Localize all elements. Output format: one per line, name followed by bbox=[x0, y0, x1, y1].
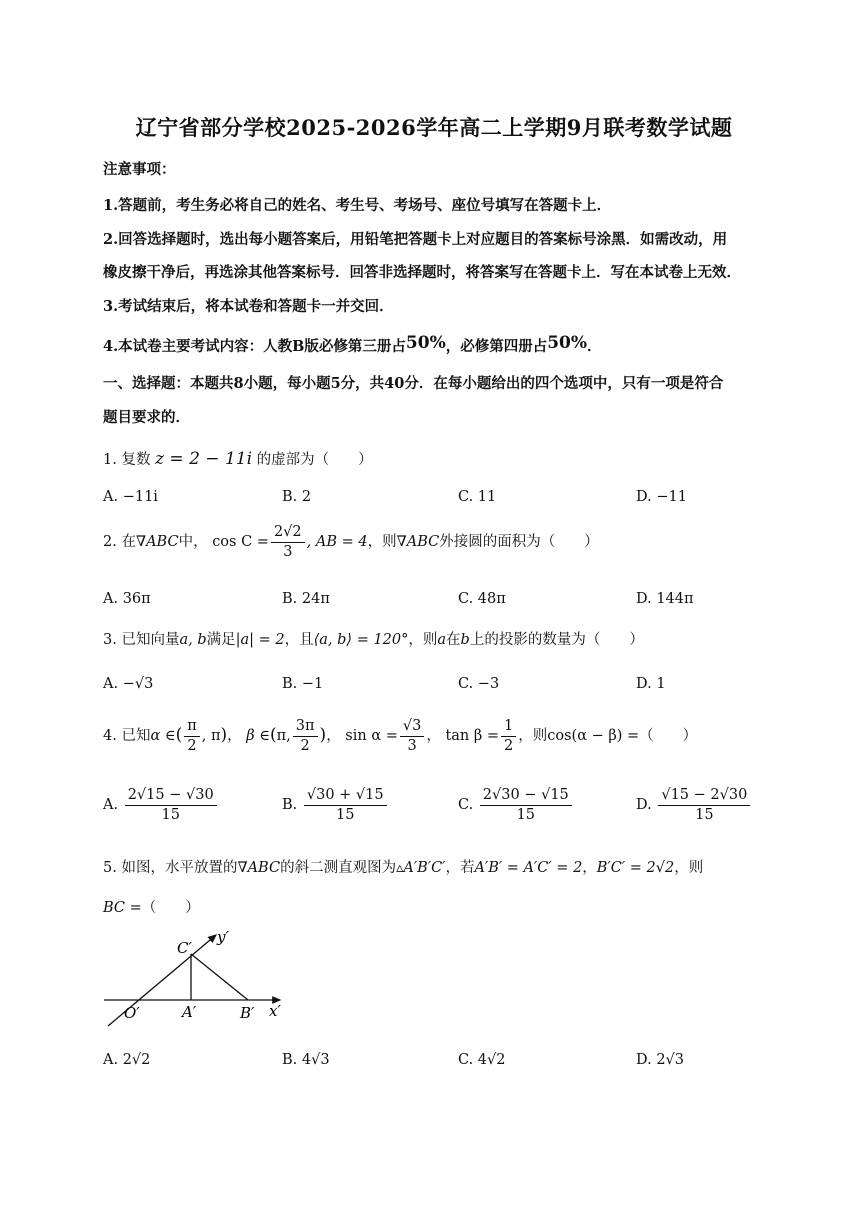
q4-beta-den: 2 bbox=[300, 737, 310, 754]
q4-prefix: 4. 已知 bbox=[103, 728, 151, 745]
q4-then: ，则 bbox=[518, 728, 548, 745]
q4-option-a-num: 2√15 − √30 bbox=[125, 787, 217, 806]
q4-alpha-rest: , π bbox=[201, 728, 221, 745]
q4-alpha-den: 2 bbox=[187, 737, 197, 754]
q5-line-2-suffix: （ ） bbox=[141, 900, 200, 916]
q3-option-b[interactable]: B. −1 bbox=[282, 676, 324, 692]
q2-triangle-2: ABC bbox=[406, 534, 440, 551]
q3-mid-2: ，且 bbox=[284, 632, 314, 648]
label-c-prime: C′ bbox=[177, 939, 192, 957]
q5-mid-1: 的斜二测直观图为 bbox=[280, 860, 397, 876]
q5-intuitive-triangle: ▵A′B′C′ bbox=[396, 860, 446, 876]
q5-equation-2: B′C′ = 2√2 bbox=[596, 860, 675, 876]
notice-heading: 注意事项： bbox=[103, 161, 176, 178]
q2-fraction-numerator: 2√2 bbox=[271, 524, 305, 543]
question-2 bbox=[103, 524, 599, 560]
question-1 bbox=[103, 448, 373, 469]
q4-alpha-in: α ∈ bbox=[150, 728, 176, 745]
q4-alpha-num: π bbox=[184, 718, 200, 737]
q4-option-a-label: A. bbox=[103, 797, 119, 814]
q3-norm: |a| = 2 bbox=[235, 632, 285, 648]
label-x-prime: x′ bbox=[269, 1002, 281, 1020]
q3-vectors: a, b bbox=[179, 632, 207, 648]
q5-prefix: 5. 如图，水平放置的∇ bbox=[103, 860, 248, 876]
q2-triangle: ABC bbox=[146, 534, 179, 551]
label-b-prime: B′ bbox=[240, 1004, 255, 1022]
q1-option-d[interactable]: D. −11 bbox=[636, 489, 687, 505]
q4-option-d-label: D. bbox=[636, 797, 652, 814]
q4-tan-den: 2 bbox=[504, 737, 514, 754]
q3-vector-a: a bbox=[437, 632, 447, 648]
q4-option-c-den: 15 bbox=[516, 806, 536, 823]
q4-option-b-label: B. bbox=[282, 797, 298, 814]
q4-cos: cos(α − β) = bbox=[547, 728, 640, 745]
q4-option-d-den: 15 bbox=[695, 806, 714, 823]
q3-prefix: 3. 已知向量 bbox=[103, 632, 180, 648]
q2-option-b[interactable]: B. 24π bbox=[282, 591, 330, 607]
q3-mid-3: ，则 bbox=[408, 632, 438, 648]
question-5-line-2 bbox=[103, 896, 200, 917]
q2-ab: , AB = 4 bbox=[306, 534, 368, 551]
q2-option-c[interactable]: C. 48π bbox=[458, 591, 506, 607]
q2-fraction-denominator: 3 bbox=[283, 543, 293, 560]
label-a-prime: A′ bbox=[182, 1003, 197, 1021]
q3-option-c[interactable]: C. −3 bbox=[458, 676, 500, 692]
section-heading-line-1: 一、选择题：本题共8小题，每小题5分，共40分．在每小题给出的四个选项中，只有一项是符合 bbox=[103, 375, 724, 392]
exam-title: 辽宁省部分学校2025-2026学年高二上学期9月联考数学试题 bbox=[135, 115, 733, 140]
notice-item-3: 3.考试结束后，将本试卷和答题卡一并交回． bbox=[103, 298, 394, 315]
q1-suffix: 的虚部为（ ） bbox=[256, 452, 373, 468]
q5-equation-1: A′B′ = A′C′ = 2 bbox=[474, 860, 583, 876]
segment-c-b bbox=[191, 954, 248, 1000]
q3-option-a[interactable]: A. −√3 bbox=[103, 676, 154, 692]
q2-prefix: 2. 在∇ bbox=[103, 534, 147, 551]
q4-beta-num: 3π bbox=[293, 718, 318, 737]
question-4: 4. 已知α ∈( $\frac{\pi}{2}$ , π)， β ∈(π, $\frac{3\pi}{2}$ )， sin α = $\frac{√3}{3}$ ， tan β = $\frac{1}{2}$ ，则cos(α − β) =（ ） bbox=[103, 718, 698, 754]
q5-mid-2: ，若 bbox=[445, 860, 475, 876]
notice-item-4-pct-1: 50% bbox=[405, 333, 446, 353]
q4-sin: sin α = bbox=[345, 728, 398, 745]
q3-vector-b: b bbox=[460, 632, 470, 648]
q2-option-a[interactable]: A. 36π bbox=[103, 591, 151, 607]
label-y-prime: y′ bbox=[217, 928, 229, 946]
q4-suffix: （ ） bbox=[639, 728, 698, 745]
notice-item-1: 1.答题前，考生务必将自己的姓名、考生号、考场号、座位号填写在答题卡上． bbox=[103, 197, 612, 214]
notice-item-4-pct-2: 50% bbox=[547, 333, 588, 353]
q3-angle: ⟨a, b⟩ = 120° bbox=[313, 632, 409, 648]
q4-sin-fraction bbox=[400, 718, 424, 754]
q5-bc: BC = bbox=[103, 900, 142, 916]
q3-suffix: 上的投影的数量为（ ） bbox=[469, 632, 644, 648]
q2-option-d[interactable]: D. 144π bbox=[636, 591, 694, 607]
label-o-prime: O′ bbox=[124, 1004, 140, 1022]
q5-mid-3: ， bbox=[582, 860, 597, 876]
q4-tan-fraction bbox=[501, 718, 516, 754]
q3-mid-4: 在 bbox=[446, 632, 461, 648]
q5-triangle: ABC bbox=[247, 860, 281, 876]
question-3 bbox=[103, 628, 644, 649]
q4-option-b-num: √30 + √15 bbox=[304, 787, 387, 806]
q1-prefix: 1. 复数 bbox=[103, 452, 151, 468]
q4-option-d-num: √15 − 2√30 bbox=[658, 787, 750, 806]
q4-beta-in: β ∈ bbox=[246, 728, 270, 745]
q4-tan-num: 1 bbox=[501, 718, 516, 737]
q4-beta-first: π, bbox=[276, 728, 291, 745]
q5-option-d[interactable]: D. 2√3 bbox=[636, 1052, 685, 1068]
q4-option-d[interactable] bbox=[636, 787, 752, 823]
notice-item-4-text-c: ． bbox=[587, 338, 602, 355]
q4-option-c-num: 2√30 − √15 bbox=[480, 787, 572, 806]
q4-option-a-den: 15 bbox=[161, 806, 180, 823]
q4-beta-fraction bbox=[293, 718, 318, 754]
notice-item-2b: 橡皮擦干净后，再选涂其他答案标号．回答非选择题时，将答案写在答题卡上．写在本试卷上无效． bbox=[103, 264, 741, 281]
q4-option-b-den: 15 bbox=[336, 806, 355, 823]
q2-suffix: 外接圆的面积为（ ） bbox=[439, 534, 599, 551]
q4-sin-num: √3 bbox=[400, 718, 424, 737]
section-heading-line-2: 题目要求的． bbox=[103, 409, 190, 426]
q2-cos: cos C = bbox=[212, 534, 269, 551]
q5-option-c[interactable]: C. 4√2 bbox=[458, 1052, 506, 1068]
notice-item-4 bbox=[103, 333, 602, 356]
oblique-projection-figure bbox=[100, 925, 300, 1035]
q4-sin-den: 3 bbox=[407, 737, 417, 754]
q1-option-c[interactable]: C. 11 bbox=[458, 489, 497, 505]
q2-mid-1: 中， bbox=[178, 534, 208, 551]
q4-option-b[interactable] bbox=[282, 787, 389, 823]
notice-item-2a: 2.回答选择题时，选出每小题答案后，用铅笔把答题卡上对应题目的答案标号涂黑．如需改动，用 bbox=[103, 231, 728, 248]
q5-suffix: ，则 bbox=[674, 860, 704, 876]
q2-fraction bbox=[271, 524, 305, 560]
q4-option-c[interactable] bbox=[458, 787, 574, 823]
q4-option-a[interactable] bbox=[103, 787, 219, 823]
notice-item-4-text-a: 4.本试卷主要考试内容：人教B版必修第三册占 bbox=[103, 338, 406, 355]
q1-expression: z = 2 − 11i bbox=[155, 449, 253, 469]
q2-mid-2: ，则∇ bbox=[367, 534, 407, 551]
q5-option-a[interactable]: A. 2√2 bbox=[103, 1052, 151, 1068]
q3-mid-1: 满足 bbox=[206, 632, 236, 648]
q5-option-b[interactable]: B. 4√3 bbox=[282, 1052, 330, 1068]
notice-item-4-text-b: ，必修第四册占 bbox=[445, 338, 548, 355]
q4-alpha-fraction bbox=[184, 718, 200, 754]
q4-option-c-label: C. bbox=[458, 797, 474, 814]
q4-tan: tan β = bbox=[445, 728, 500, 745]
question-5 bbox=[103, 856, 703, 877]
q3-option-d[interactable]: D. 1 bbox=[636, 676, 666, 692]
q1-option-a[interactable]: A. −11i bbox=[103, 489, 158, 505]
q1-option-b[interactable]: B. 2 bbox=[282, 489, 312, 505]
